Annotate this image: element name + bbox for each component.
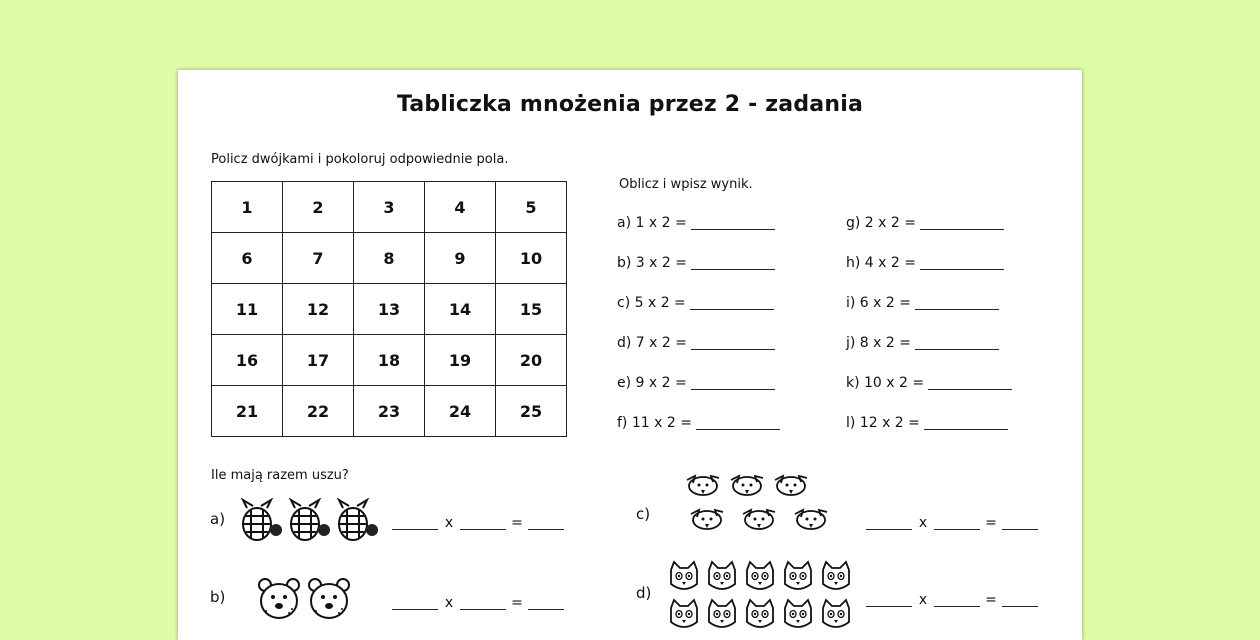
grid-cell[interactable]: 3 — [354, 182, 425, 233]
grid-cell[interactable]: 15 — [496, 284, 567, 335]
cat-icon — [823, 600, 849, 627]
problem-c-label: c) — [636, 505, 651, 523]
task2-instruction: Oblicz i wpisz wynik. — [619, 177, 753, 192]
answer-blank[interactable] — [915, 309, 999, 310]
answer-blank[interactable] — [460, 529, 506, 530]
answer-blank[interactable] — [691, 349, 775, 350]
grid-cell[interactable]: 5 — [496, 182, 567, 233]
equation — [846, 295, 999, 311]
answer-blank[interactable] — [934, 529, 980, 530]
equation — [846, 335, 999, 351]
cat-icon — [823, 562, 849, 589]
equation-text: i) 6 x 2 = — [846, 295, 911, 311]
grid-cell[interactable]: 6 — [212, 233, 283, 284]
answer-blank[interactable] — [691, 229, 775, 230]
equation — [846, 415, 1008, 431]
grid-cell[interactable]: 4 — [425, 182, 496, 233]
zebra-icon — [243, 500, 282, 540]
problem-c-answer: x = — [866, 515, 1038, 531]
answer-blank[interactable] — [928, 389, 1012, 390]
problem-c-pictures — [683, 470, 843, 540]
problem-d-answer: x = — [866, 592, 1038, 608]
grid-cell[interactable]: 18 — [354, 335, 425, 386]
cat-icon — [747, 562, 773, 589]
problem-d-pictures — [666, 560, 866, 635]
answer-blank[interactable] — [528, 609, 564, 610]
answer-blank[interactable] — [460, 609, 506, 610]
answer-blank[interactable] — [866, 529, 912, 530]
answer-blank[interactable] — [690, 309, 774, 310]
bear-icon — [309, 579, 349, 618]
grid-cell[interactable]: 8 — [354, 233, 425, 284]
equation — [846, 375, 1012, 391]
equation-text: f) 11 x 2 = — [617, 415, 692, 431]
bird-icon — [731, 476, 763, 495]
grid-row — [212, 386, 567, 437]
equation-text: j) 8 x 2 = — [846, 335, 911, 351]
equation-text: b) 3 x 2 = — [617, 255, 687, 271]
cat-icon — [785, 562, 811, 589]
answer-blank[interactable] — [691, 269, 775, 270]
problem-d-label: d) — [636, 584, 652, 602]
grid-cell[interactable]: 2 — [283, 182, 354, 233]
grid-row — [212, 335, 567, 386]
bird-icon — [687, 476, 719, 495]
answer-blank[interactable] — [691, 389, 775, 390]
answer-blank[interactable] — [392, 529, 438, 530]
grid-cell[interactable]: 7 — [283, 233, 354, 284]
equation — [617, 375, 775, 391]
equation-text: e) 9 x 2 = — [617, 375, 687, 391]
worksheet — [178, 70, 1082, 640]
equation — [617, 295, 774, 311]
grid-row — [212, 233, 567, 284]
bird-icon — [775, 476, 807, 495]
answer-blank[interactable] — [920, 229, 1004, 230]
equation-text: l) 12 x 2 = — [846, 415, 920, 431]
equation — [846, 255, 1004, 271]
problem-b-label: b) — [210, 588, 226, 606]
grid-cell[interactable]: 21 — [212, 386, 283, 437]
equation-text: h) 4 x 2 = — [846, 255, 916, 271]
answer-blank[interactable] — [934, 606, 980, 607]
answer-blank[interactable] — [1002, 606, 1038, 607]
grid-cell[interactable]: 23 — [354, 386, 425, 437]
bird-icon — [691, 510, 723, 529]
answer-blank[interactable] — [392, 609, 438, 610]
problem-a-answer: x = — [392, 515, 564, 531]
worksheet-title: Tabliczka mnożenia przez 2 - zadania — [397, 92, 863, 117]
task1-instruction: Policz dwójkami i pokoloruj odpowiednie pola. — [211, 152, 509, 167]
cat-icon — [709, 600, 735, 627]
grid-row — [212, 182, 567, 233]
bird-icon — [795, 510, 827, 529]
answer-blank[interactable] — [866, 606, 912, 607]
grid-cell[interactable]: 9 — [425, 233, 496, 284]
equation-text: d) 7 x 2 = — [617, 335, 687, 351]
answer-blank[interactable] — [920, 269, 1004, 270]
answer-blank[interactable] — [915, 349, 999, 350]
cat-icon — [785, 600, 811, 627]
equation-text: k) 10 x 2 = — [846, 375, 925, 391]
grid-row — [212, 284, 567, 335]
answer-blank[interactable] — [1002, 529, 1038, 530]
equation — [617, 415, 780, 431]
equation-text: g) 2 x 2 = — [846, 215, 916, 231]
grid-cell[interactable]: 11 — [212, 284, 283, 335]
grid-cell[interactable]: 19 — [425, 335, 496, 386]
cat-icon — [671, 562, 697, 589]
grid-cell[interactable]: 16 — [212, 335, 283, 386]
answer-blank[interactable] — [528, 529, 564, 530]
bird-icon — [743, 510, 775, 529]
number-grid — [211, 181, 567, 437]
answer-blank[interactable] — [696, 429, 780, 430]
grid-cell[interactable]: 14 — [425, 284, 496, 335]
task3-instruction: Ile mają razem uszu? — [211, 468, 349, 483]
grid-cell[interactable]: 13 — [354, 284, 425, 335]
bear-icon — [259, 579, 299, 618]
problem-b-pictures — [256, 575, 356, 623]
grid-cell[interactable]: 24 — [425, 386, 496, 437]
zebra-icon — [291, 500, 330, 540]
grid-cell[interactable]: 10 — [496, 233, 567, 284]
cat-icon — [671, 600, 697, 627]
cat-icon — [709, 562, 735, 589]
equation — [617, 255, 775, 271]
grid-cell[interactable]: 20 — [496, 335, 567, 386]
problem-b-answer: x = — [392, 595, 564, 611]
problem-a-pictures — [235, 498, 385, 546]
problem-a-label: a) — [210, 510, 226, 528]
zebra-icon — [339, 500, 378, 540]
grid-cell[interactable]: 17 — [283, 335, 354, 386]
grid-cell[interactable]: 22 — [283, 386, 354, 437]
equation-text: c) 5 x 2 = — [617, 295, 686, 311]
equation — [617, 335, 775, 351]
equation — [617, 215, 775, 231]
cat-icon — [747, 600, 773, 627]
equation-text: a) 1 x 2 = — [617, 215, 687, 231]
answer-blank[interactable] — [924, 429, 1008, 430]
grid-cell[interactable]: 25 — [496, 386, 567, 437]
equation — [846, 215, 1004, 231]
grid-cell[interactable]: 12 — [283, 284, 354, 335]
grid-cell[interactable]: 1 — [212, 182, 283, 233]
